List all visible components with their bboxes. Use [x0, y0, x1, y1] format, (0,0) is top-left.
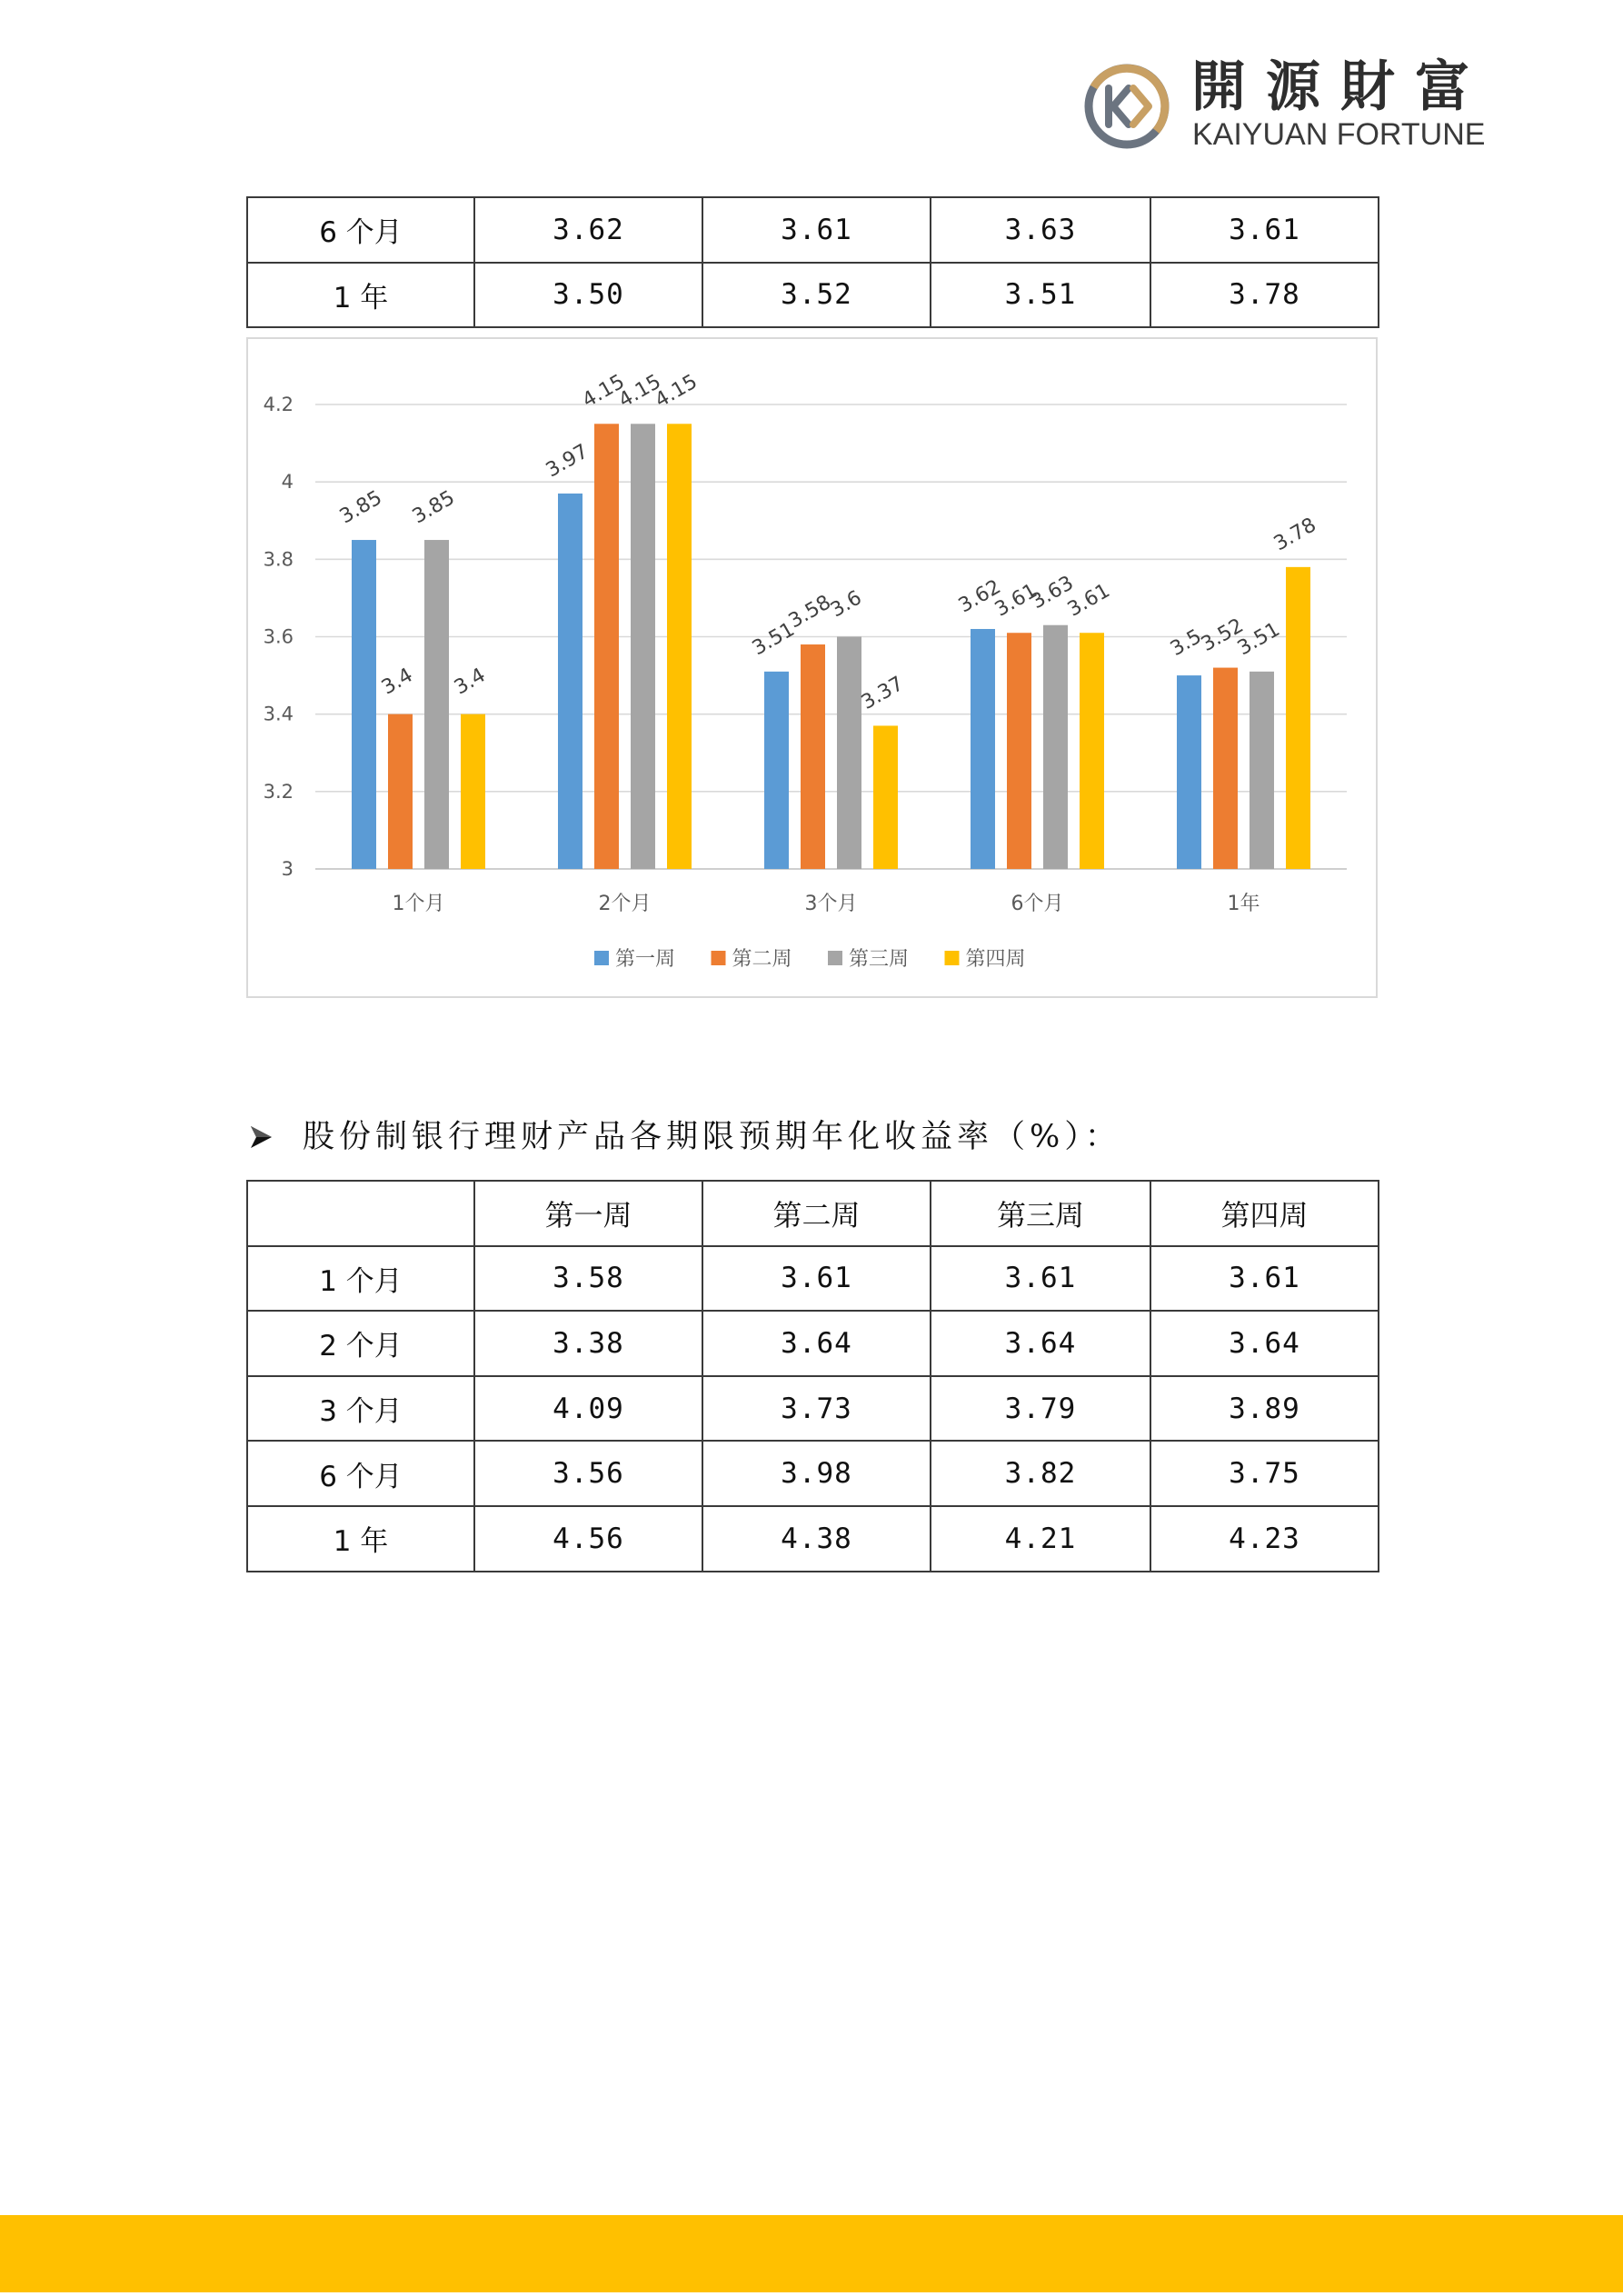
- y-tick-label: 3.6: [263, 625, 294, 648]
- chart-bar: [594, 424, 619, 869]
- chart-bar: [461, 714, 485, 869]
- y-tick-label: 3.8: [263, 548, 294, 571]
- rate-cell: 3.61: [931, 1246, 1150, 1312]
- term-cell: 2 个月: [247, 1311, 474, 1376]
- rate-cell: 3.75: [1150, 1441, 1379, 1506]
- chart-bar: [1213, 668, 1238, 869]
- rate-cell: 3.38: [474, 1311, 702, 1376]
- data-label: 3.85: [408, 486, 459, 529]
- rate-cell: 3.64: [931, 1311, 1150, 1376]
- table-row: [247, 263, 1379, 328]
- chart-bar: [873, 725, 898, 869]
- table-row: [247, 1441, 1379, 1506]
- data-label: 4.15: [614, 370, 665, 413]
- chart-bar: [1007, 633, 1031, 869]
- chart-bar: [558, 494, 582, 869]
- term-cell: 3 个月: [247, 1376, 474, 1442]
- rate-cell: 4.21: [931, 1506, 1150, 1572]
- legend-swatch: [945, 951, 960, 965]
- rate-cell: 3.63: [931, 197, 1150, 263]
- term-cell: 1 年: [247, 1506, 474, 1572]
- data-label: 3.78: [1270, 514, 1320, 556]
- chart-bar: [424, 540, 449, 869]
- data-label: 3.61: [991, 579, 1041, 622]
- chart-bar: [667, 424, 692, 869]
- column-header: 第三周: [931, 1181, 1150, 1246]
- rate-cell: 3.50: [474, 263, 702, 328]
- table-row: [247, 1506, 1379, 1572]
- table-row: [247, 1246, 1379, 1312]
- table-row: [247, 1311, 1379, 1376]
- y-tick-label: 3.4: [263, 703, 294, 725]
- data-label: 3.61: [1063, 579, 1114, 622]
- data-label: 3.4: [377, 664, 417, 700]
- rate-cell: 4.56: [474, 1506, 702, 1572]
- data-label: 3.63: [1027, 572, 1078, 614]
- data-label: 4.15: [578, 370, 629, 413]
- x-tick-label: 6个月: [1011, 893, 1064, 915]
- data-label: 3.52: [1197, 614, 1248, 657]
- data-label: 3.4: [450, 664, 490, 700]
- legend-swatch: [828, 951, 842, 965]
- chart-bar: [971, 629, 995, 869]
- rate-cell: 3.61: [1150, 1246, 1379, 1312]
- logo-chinese-name: 開源財富: [1191, 55, 1489, 119]
- chart-bar: [1250, 672, 1274, 869]
- column-header: 第四周: [1150, 1181, 1379, 1246]
- chart-bar: [1177, 675, 1201, 869]
- column-header: 第一周: [474, 1181, 702, 1246]
- rate-cell: 3.73: [702, 1376, 931, 1442]
- rate-cell: 4.09: [474, 1376, 702, 1442]
- rate-cell: 3.52: [702, 263, 931, 328]
- rate-cell: 3.78: [1150, 263, 1379, 328]
- data-label: 3.85: [335, 486, 386, 529]
- data-label: 3.51: [1233, 618, 1284, 661]
- legend-label: 第四周: [965, 948, 1026, 971]
- x-tick-label: 3个月: [804, 893, 858, 915]
- term-cell: 1 个月: [247, 1246, 474, 1312]
- y-tick-label: 3: [281, 858, 294, 880]
- data-label: 3.97: [542, 440, 592, 483]
- y-tick-label: 3.2: [263, 780, 294, 803]
- x-tick-label: 2个月: [598, 893, 652, 915]
- y-tick-label: 4: [281, 471, 294, 494]
- rate-cell: 3.56: [474, 1441, 702, 1506]
- chart-bar: [837, 637, 861, 870]
- term-cell: 6 个月: [247, 1441, 474, 1506]
- data-label: 3.62: [954, 575, 1005, 618]
- legend-swatch: [594, 951, 609, 965]
- rate-cell: 3.64: [702, 1311, 931, 1376]
- data-label: 3.58: [784, 591, 835, 634]
- chart-bar: [764, 672, 789, 869]
- chart-bar: [1286, 567, 1310, 869]
- x-tick-label: 1个月: [392, 893, 445, 915]
- legend-label: 第二周: [732, 948, 792, 971]
- rate-cell: 4.38: [702, 1506, 931, 1572]
- rate-cell: 3.51: [931, 263, 1150, 328]
- section-heading: 股份制银行理财产品各期限预期年化收益率（%）：: [303, 1119, 1121, 1155]
- rate-cell: 3.58: [474, 1246, 702, 1312]
- rate-cell: 3.61: [1150, 197, 1379, 263]
- chart-bar: [1080, 633, 1104, 869]
- chart-bar: [801, 644, 825, 869]
- data-label: 3.37: [857, 672, 908, 714]
- chart-bar: [631, 424, 655, 869]
- legend-label: 第一周: [615, 948, 676, 971]
- chart-bar: [1043, 625, 1068, 869]
- term-cell: 6 个月: [247, 197, 474, 263]
- rate-cell: 3.61: [702, 197, 931, 263]
- rate-cell: 4.23: [1150, 1506, 1379, 1572]
- rate-cell: 3.82: [931, 1441, 1150, 1506]
- data-label: 3.6: [826, 586, 866, 623]
- term-cell: 1 年: [247, 263, 474, 328]
- data-label: 3.51: [748, 618, 799, 661]
- rate-table-continued: [246, 196, 1379, 328]
- rate-cell: 3.89: [1150, 1376, 1379, 1442]
- data-label: 3.5: [1166, 624, 1206, 662]
- table-row: [247, 1376, 1379, 1442]
- column-header: 第二周: [702, 1181, 931, 1246]
- chart-bar: [388, 714, 413, 869]
- logo-english-name: KAIYUAN FORTUNE: [1192, 117, 1486, 152]
- table-row: [247, 197, 1379, 263]
- data-label: 4.15: [651, 370, 702, 413]
- arrow-bullet-icon: [248, 1124, 274, 1150]
- rate-cell: 3.61: [702, 1246, 931, 1312]
- column-header: [247, 1181, 474, 1246]
- table-header-row: [247, 1181, 1379, 1246]
- kaiyuan-logo-icon: [1081, 61, 1172, 152]
- rate-cell: 3.64: [1150, 1311, 1379, 1376]
- rate-cell: 3.79: [931, 1376, 1150, 1442]
- rate-cell: 3.98: [702, 1441, 931, 1506]
- legend-label: 第三周: [849, 948, 910, 971]
- y-tick-label: 4.2: [263, 394, 294, 415]
- rate-cell: 3.62: [474, 197, 702, 263]
- legend-swatch: [712, 951, 726, 965]
- footer-bar: [0, 2215, 1623, 2292]
- joint-stock-bank-rate-table: [246, 1180, 1379, 1572]
- bar-chart: [246, 337, 1378, 998]
- x-tick-label: 1年: [1227, 893, 1260, 915]
- chart-bar: [352, 540, 376, 869]
